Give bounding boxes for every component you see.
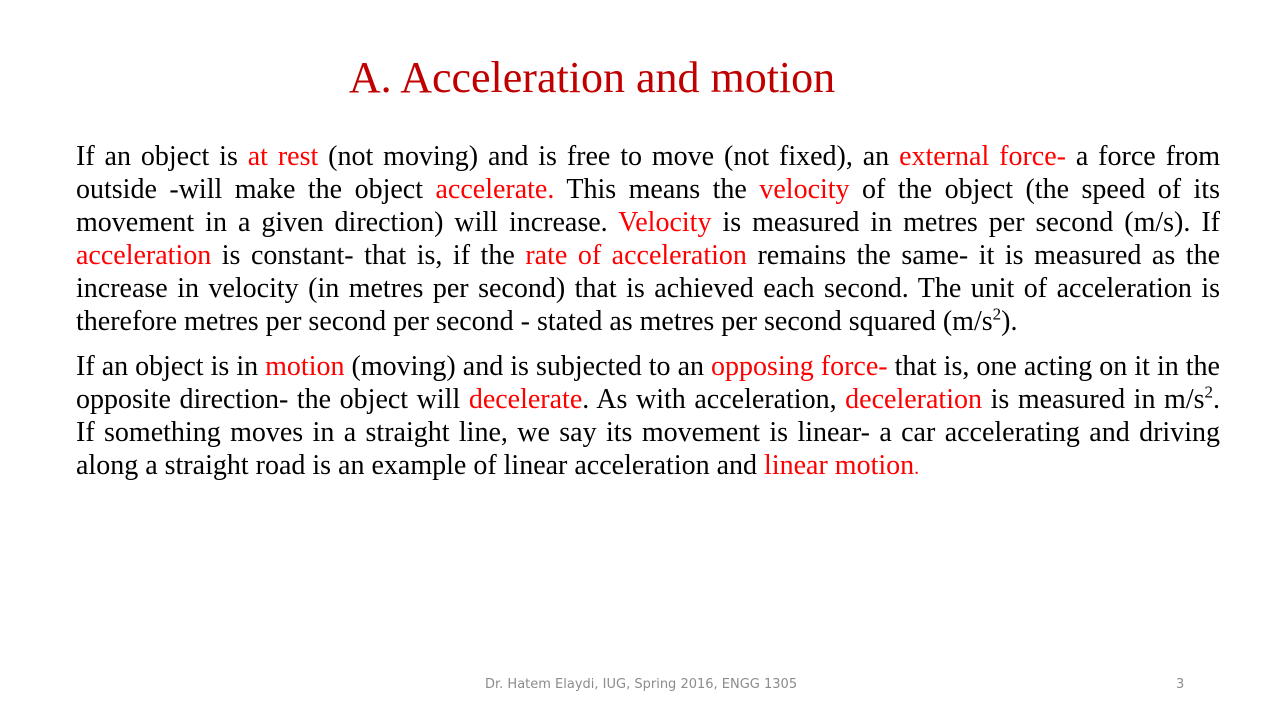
text-run: If an object is in <box>76 351 266 382</box>
superscript: 2 <box>1204 382 1213 402</box>
slide-body <box>76 140 1220 485</box>
text-run: that is, one acting on it in the opposite direction- the object will <box>76 351 1220 415</box>
superscript: 2 <box>992 304 1002 324</box>
footer-text: Dr. Hatem Elaydi, IUG, Spring 2016, ENGG 1305 <box>485 677 798 692</box>
paragraph-deceleration <box>76 350 1220 485</box>
highlighted-term: Velocity <box>618 207 712 238</box>
highlighted-term: motion <box>265 351 345 382</box>
text-run: remains the same- it is measured as the increase in velocity (in metres per second) that is achieved each second. The unit of acceleration is therefore metres per second per second - stated as metres per second squared (m/s <box>76 240 1220 337</box>
highlighted-term: linear motion <box>764 450 915 481</box>
slide-title: A. Acceleration and motion <box>348 53 836 102</box>
text-run: (moving) and is subjected to an <box>344 351 712 382</box>
text-run: a force from outside -will make the object <box>76 141 1221 205</box>
text-run: . As with acceleration, <box>582 384 846 415</box>
text-run: of the object (the speed of its movement in a given direction) will increase. <box>76 174 1221 238</box>
text-run: is constant- that is, if the <box>211 240 526 271</box>
highlighted-term: velocity <box>759 174 850 205</box>
text-run: If an object is <box>76 141 248 172</box>
highlighted-term: . <box>914 457 920 479</box>
page-number: 3 <box>1176 677 1185 692</box>
highlighted-term: rate of acceleration <box>525 240 747 271</box>
highlighted-term: at rest <box>247 141 319 172</box>
highlighted-term: external force- <box>899 141 1066 172</box>
slide-footer <box>0 677 1280 697</box>
highlighted-term: decelerate <box>468 384 583 415</box>
highlighted-term: acceleration <box>76 240 212 271</box>
text-run: . If something moves in a straight line, we say its movement is linear- a car accelerating and driving along a straight road is an example of linear acceleration and <box>76 384 1220 481</box>
text-run: (not moving) and is free to move (not fixed), an <box>318 141 900 172</box>
text-run: ). <box>1001 306 1018 337</box>
text-run: is measured in metres per second (m/s). If <box>711 207 1220 238</box>
highlighted-term: opposing force- <box>711 351 888 382</box>
text-run: is measured in m/s <box>981 384 1205 415</box>
highlighted-term: deceleration <box>845 384 982 415</box>
paragraph-acceleration <box>76 140 1220 338</box>
highlighted-term: accelerate. <box>435 174 555 205</box>
text-run: This means the <box>554 174 760 205</box>
